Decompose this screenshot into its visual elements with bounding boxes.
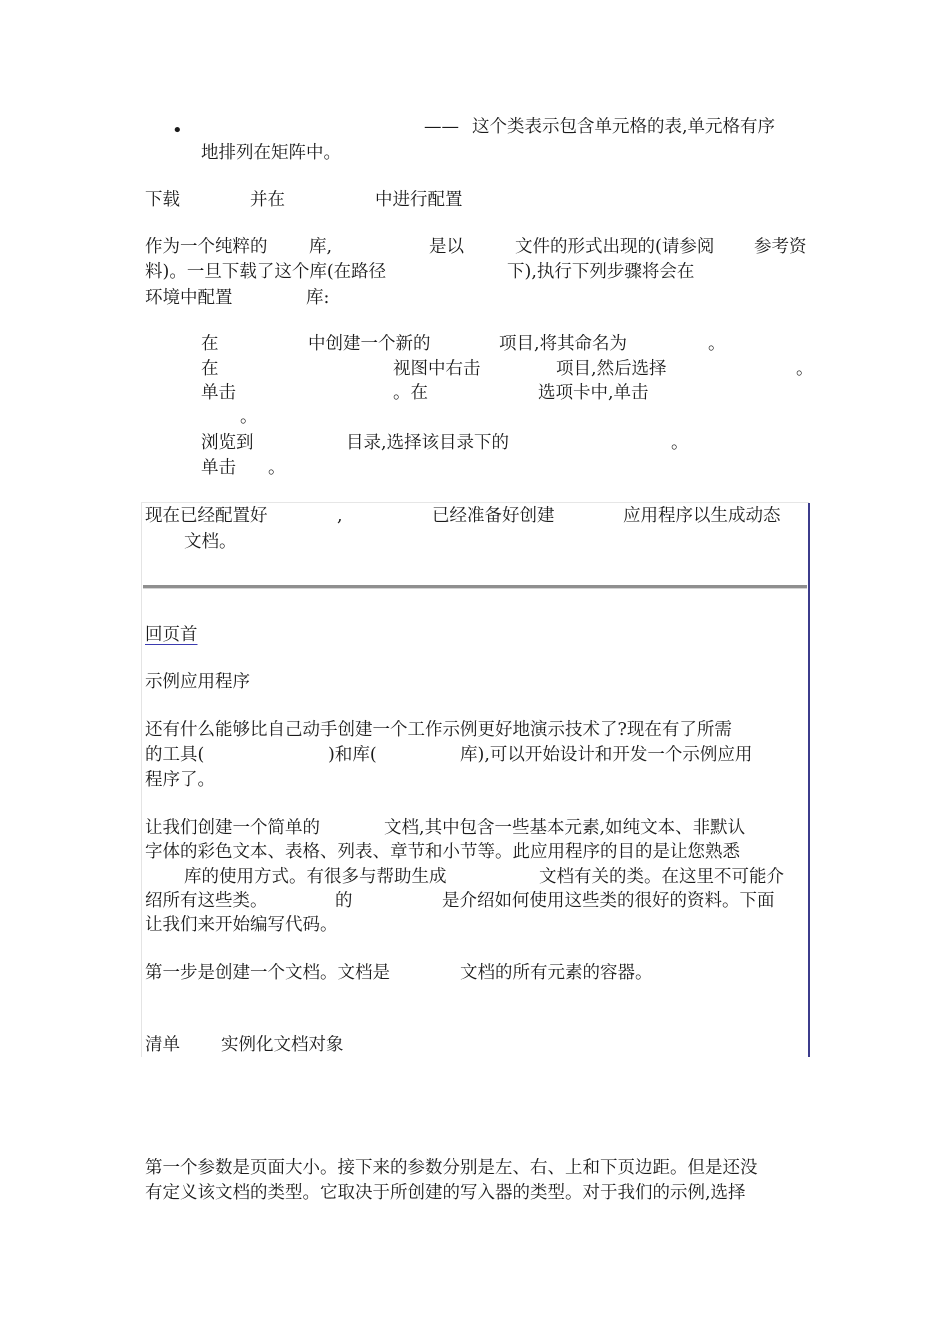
para2-text: 应用程序以生成动态	[623, 506, 781, 526]
para4-text: 的	[335, 891, 353, 911]
para2-text: 文档。	[184, 532, 237, 552]
step-2-text: 在	[201, 359, 219, 379]
step-4-text: 浏览到	[201, 433, 254, 453]
heading-download-b: 并在	[250, 190, 285, 210]
para3-text: 还有什么能够比自己动手创建一个工作示例更好地演示技术了?现在有了所需	[145, 720, 732, 740]
para6-text: 有定义该文档的类型。它取决于所创建的写入器的类型。对于我们的示例,选择	[145, 1183, 746, 1203]
step-4-text: 。	[671, 433, 689, 453]
para1-text: 作为一个纯粹的	[145, 237, 268, 257]
step-5-text: 单击	[201, 458, 236, 478]
para3-text: 的工具(	[145, 745, 205, 765]
para1-text: 参考资	[754, 237, 807, 257]
para4-text: 库的使用方式。有很多与帮助生成	[184, 867, 447, 887]
para4-text: 绍所有这些类。	[145, 891, 268, 911]
para4-text: 是介绍如何使用这些类的很好的资料。下面	[442, 891, 775, 911]
frame-left-border	[141, 503, 142, 1057]
listing-caption: 实例化文档对象	[221, 1035, 344, 1055]
step-5-text: 。	[268, 458, 286, 478]
para1-text: 文件的形式出现的(请参阅	[515, 237, 715, 257]
para3-text: 库),可以开始设计和开发一个示例应用	[460, 745, 753, 765]
bullet-icon: •	[172, 120, 183, 141]
para5-text: 文档的所有元素的容器。	[460, 963, 653, 983]
listing-caption: 清单	[145, 1035, 180, 1055]
step-2-text: 项目,然后选择	[556, 359, 667, 379]
frame-top-border	[141, 502, 809, 503]
step-2-text: 。	[796, 359, 814, 379]
para1-text: 库,	[309, 237, 333, 257]
para4-text: 让我们来开始编写代码。	[145, 915, 338, 935]
para1-text: 环境中配置	[145, 288, 233, 308]
para4-text: 文档有关的类。在这里不可能介	[539, 867, 784, 887]
para4-text: 文档,其中包含一些基本元素,如纯文本、非默认	[384, 818, 746, 838]
step-4-text: 目录,选择该目录下的	[346, 433, 510, 453]
para1-text: 是以	[429, 237, 464, 257]
step-3-text: 单击	[201, 383, 236, 403]
frame-right-border	[808, 503, 810, 1057]
section-title: 示例应用程序	[145, 672, 250, 692]
para1-text: 下),执行下列步骤将会在	[507, 262, 695, 282]
para3-text: )和库(	[328, 745, 377, 765]
heading-download-c: 中进行配置	[375, 190, 463, 210]
para5-text: 第一步是创建一个文档。文档是	[145, 963, 390, 983]
para1-text: 库:	[306, 288, 330, 308]
step-2-text: 视图中右击	[393, 359, 481, 379]
step-1-text: 中创建一个新的	[308, 334, 431, 354]
para2-text: 现在已经配置好	[145, 506, 268, 526]
step-1-text: 项目,将其命名为	[499, 334, 628, 354]
step-3-text: 。	[240, 407, 258, 427]
step-1-text: 。	[708, 334, 726, 354]
para4-text: 让我们创建一个简单的	[145, 818, 320, 838]
horizontal-rule	[143, 585, 807, 589]
step-3-text: 。在	[393, 383, 428, 403]
bullet-dash: ——	[424, 117, 459, 137]
step-1-text: 在	[201, 334, 219, 354]
para4-text: 字体的彩色文本、表格、列表、章节和小节等。此应用程序的目的是让您熟悉	[145, 842, 740, 862]
heading-download-a: 下载	[145, 190, 180, 210]
step-3-text: 选项卡中,单击	[538, 383, 649, 403]
para1-text: 料)。一旦下载了这个库(在路径	[145, 262, 387, 282]
bullet-text-line2: 地排列在矩阵中。	[201, 143, 341, 163]
bullet-text-line1: 这个类表示包含单元格的表,单元格有序	[472, 117, 776, 137]
para6-text: 第一个参数是页面大小。接下来的参数分别是左、右、上和下页边距。但是还没	[145, 1158, 758, 1178]
back-to-top-link[interactable]: 回页首	[145, 625, 198, 645]
para2-text: ,	[337, 506, 343, 526]
para2-text: 已经准备好创建	[432, 506, 555, 526]
para3-text: 程序了。	[145, 770, 215, 790]
